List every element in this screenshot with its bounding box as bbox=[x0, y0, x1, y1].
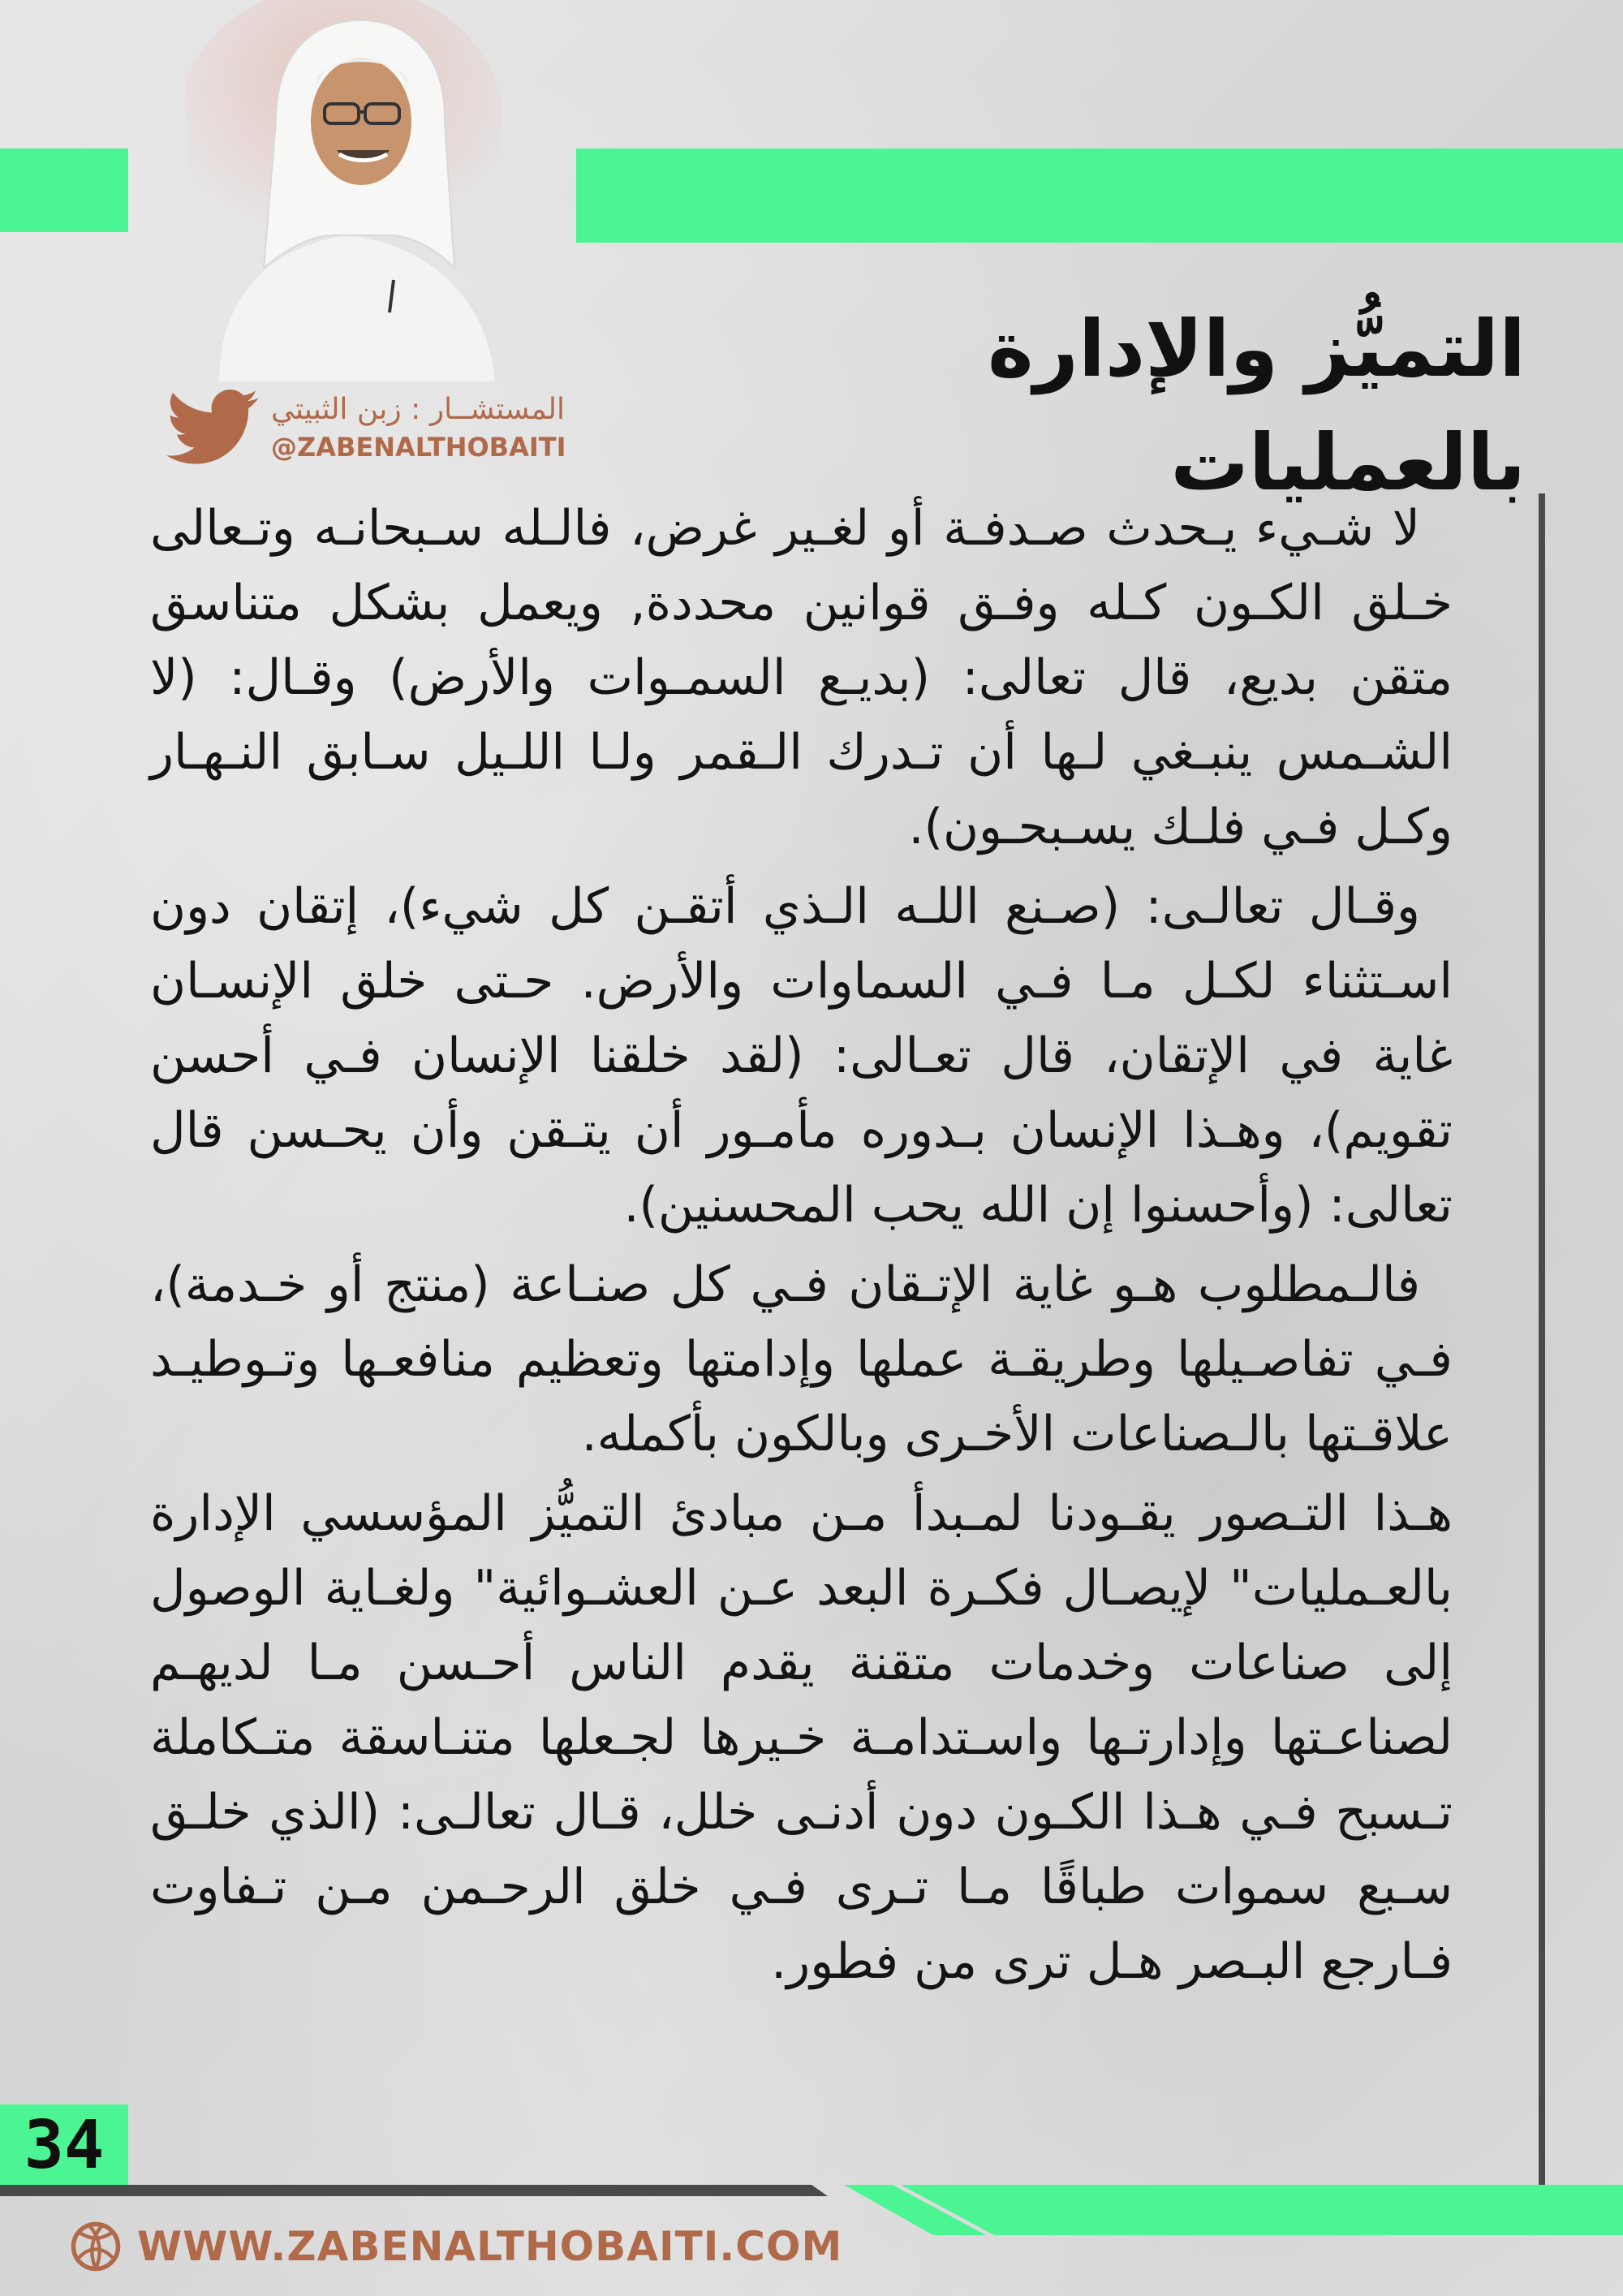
article-paragraph: فالـمطلوب هـو غاية الإتـقان فـي كل صنـاعة (منتج أو خـدمة)، فـي تفاصـيلها وطريقـة عملها وإدامتها وتعظيم منافعـها وتـوطيـد علاقـتها بالـصناعات الأخـرى وبالكون بأكمله. bbox=[150, 1256, 1453, 1462]
article-paragraph: لا شـيء يـحدث صـدفـة أو لغـير غرض، فالـله سـبحانـه وتـعالى خـلق الكـون كـله وفـق قوانين محددة, ويعمل بشكل متناسق متقن بديع، قال تعالى: (بديـع السمـوات والأرض) وقـال: (لا الشـمس ينبـغي لـها أن تـدرك الـقمر ولـا اللـيل سـابق النـهـار وكـل فـي فلـك يسـبحـون). bbox=[150, 500, 1453, 855]
page-title: التميُّز والإدارة بالعمليات bbox=[988, 304, 1526, 508]
author-name: المستشــار : زبن الثبيتي bbox=[271, 393, 566, 426]
article-body bbox=[150, 491, 1453, 2004]
author-portrait bbox=[187, 0, 527, 381]
header-accent-bar-right bbox=[576, 149, 1623, 243]
author-handle[interactable]: @ZABENALTHOBAITI bbox=[271, 432, 566, 463]
header-accent-bar-left bbox=[0, 149, 128, 232]
vertical-divider bbox=[1539, 493, 1545, 2186]
article-paragraph: هـذا التـصور يقـودنا لمـبدأ مـن مبادئ التميُّز المؤسسي الإدارة بالعـمليات" لإيصـال فكـرة البعد عـن العشـوائية" ولغـاية الوصول إلى صناعات وخدمات متقنة يقدم الناس أحـسن مـا لديهـم لصناعـتها وإدارتـها واسـتدامـة خـيرها لجـعلها متنـاسقة متـكاملة تـسبح فـي هـذا الكـون دون أدنـى خلل، قـال تعالـى: (الذي خلـق سـبع سموات طباقًا مـا تـرى فـي خلق الرحـمن مـن تـفاوت فـارجع البـصر هـل ترى من فطور. bbox=[150, 1485, 1453, 1990]
twitter-icon[interactable] bbox=[166, 388, 260, 467]
globe-icon bbox=[69, 2220, 123, 2273]
article-paragraph: وقـال تعالـى: (صـنع اللـه الـذي أتقـن كل شيء)، إتقان دون اسـتثناء لكـل مـا فـي السماوات والأرض. حـتى خلق الإنسـان غاية في الإتقان، قال تعـالى: (لقد خلقنا الإنسان فـي أحسن تقويم)، وهـذا الإنسان بـدوره مأمـور أن يتـقن وأن يحـسن قال تعالى: (وأحسنوا إن الله يحب المحسنين). bbox=[150, 878, 1453, 1234]
page-number-badge bbox=[0, 2104, 128, 2186]
footer bbox=[69, 2220, 842, 2273]
author-credit bbox=[166, 388, 566, 467]
page-number: 34 bbox=[24, 2106, 105, 2184]
website-link[interactable]: WWW.ZABENALTHOBAITI.COM bbox=[137, 2223, 843, 2270]
